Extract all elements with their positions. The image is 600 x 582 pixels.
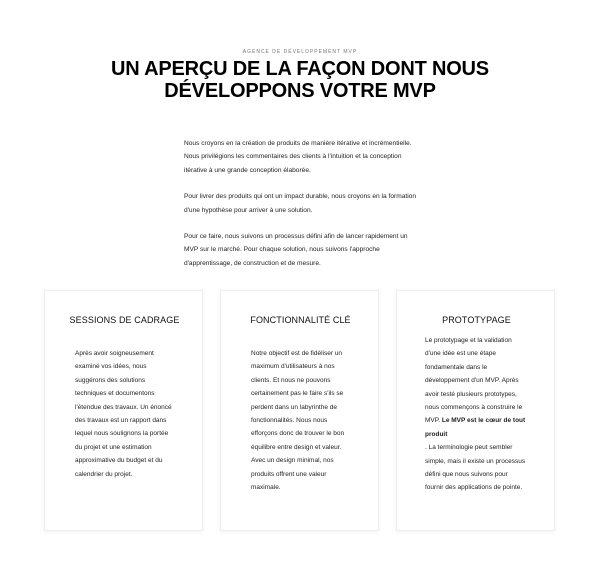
intro-text <box>184 137 416 283</box>
card-text: Après avoir soigneusement examiné vos idées, nous suggérons des solutions techniques et documentons l'étendue des travaux. Un énoncé des travaux est un rapport dans lequel nous soulignons la portée du projet et une estimation approximative du budget et du calendrier du projet. <box>75 350 172 478</box>
card-title: SESSIONS DE CADRAGE <box>69 315 180 325</box>
intro-paragraph: Pour ce faire, nous suivons un processus défini afin de lancer rapidement un MVP sur le marché. Pour chaque solution, nous suivons l'approche d'apprentissage, de construction et de mesure. <box>184 233 408 267</box>
card-prototypage <box>396 290 555 531</box>
card-title: PROTOTYPAGE <box>442 315 511 325</box>
card-sessions-de-cadrage <box>44 290 203 531</box>
intro-paragraph: Pour livrer des produits qui ont un impact durable, nous croyons en la formation d'une hypothèse pour arriver à une solution. <box>184 193 417 214</box>
card-text-part: Le prototypage et la validation d'une idée est une étape fondamentale dans le développement d'un MVP. Après avoir testé plusieurs prototypes, nous commençons à construire le MVP. <box>425 337 523 425</box>
card-text: Notre objectif est de fidéliser un maximum d'utilisateurs à nos clients. Et nous ne pouvons certainement pas le faire s'ils se perdent dans un labyrinthe de fonctionnalités. Nous nous efforçons donc de trouver le bon équilibre entre design et valeur. Avec un design minimal, nos produits offrent une valeur maximale. <box>251 350 345 492</box>
card-text-part: . La terminologie peut sembler simple, mais il existe un processus défini que nous suivons pour fournir des applications de pointe. <box>425 444 526 492</box>
card-text-emphasis: Le MVP est le cœur de tout produit <box>425 417 526 438</box>
page-title: UN APERÇU DE LA FAÇON DONT NOUS DÉVELOPPONS VOTRE MVP <box>111 58 489 102</box>
card-fonctionnalite-cle <box>220 290 379 531</box>
section-eyebrow: AGENCE DE DÉVELOPPEMENT MVP <box>242 49 358 55</box>
intro-paragraph: Nous croyons en la création de produits de manière itérative et incrémentielle. Nous privilégions les commentaires des clients à l'intuition et la conception itérative à une grande conception élaborée. <box>184 140 412 174</box>
card-title: FONCTIONNALITÉ CLÉ <box>250 315 351 325</box>
card-text <box>425 334 526 495</box>
